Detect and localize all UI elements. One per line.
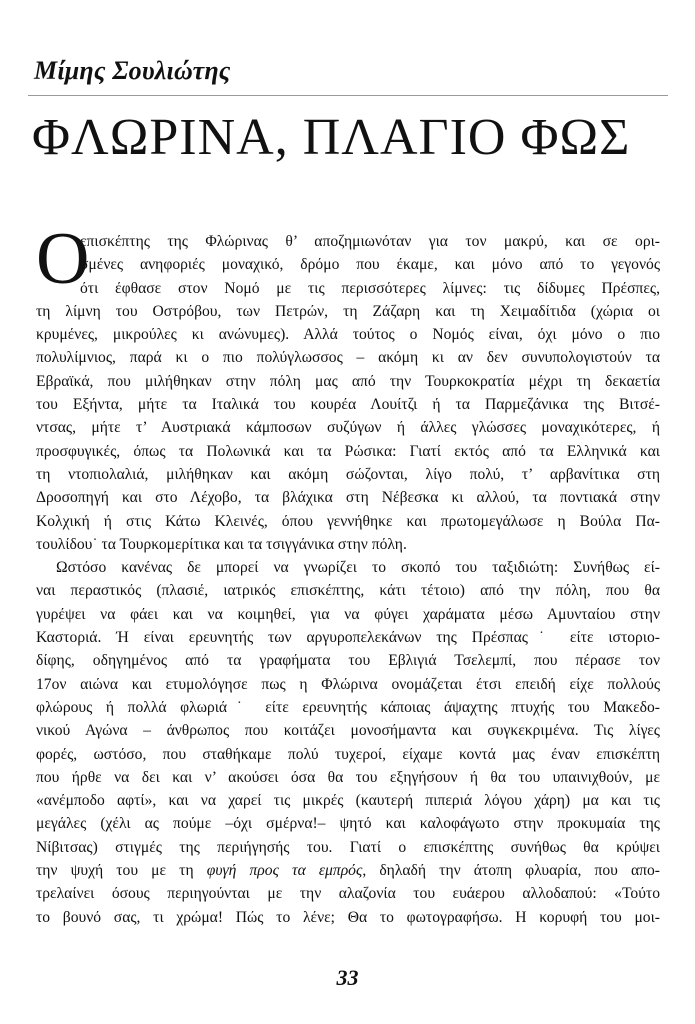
italic-phrase: φυγή προς τα εμπρός bbox=[206, 862, 363, 880]
text-line: επισκέπτης της Φλώρινας θ’ αποζημιωνόταν για τον μακρύ, και σε ορι- bbox=[80, 233, 660, 250]
text-line: 17ον αιώνα και ετυμολόγησε πως η Φλώρινα ονομάζεται έτσι επειδή είχε πολλούς bbox=[36, 675, 660, 693]
text-line: «ανέμποδο αφτί», και να χαρεί τις μικρές (καυτερή πιπεριά λόγου χάρη) μα και τις bbox=[36, 792, 660, 810]
text-line: σμένες ανηφοριές μοναχικό, δρόμο που έκαμε, και μόνο από το γεγονός bbox=[80, 256, 660, 274]
text-line: ντσας, μήτε τ’ Αυστριακά κάμποσων συζύγων ή άλλες γλώσσες μοναχικότερες, ή bbox=[36, 419, 660, 437]
text-line: Εβραϊκά, που μιλήθηκαν στην πόλη μας από την Τουρκοκρατία μέχρι τη δεκαετία bbox=[36, 372, 660, 390]
text-line: που ήρθε να δει και ν’ ακούσει όσα θα του εξηγήσουν ή θα του υπαινιχθούν, με bbox=[36, 768, 660, 786]
text-line: το βουνό σας, τι χρώμα! Πώς το λένε; Θα το φωτογραφήσω. Η κορυφή του μοι- bbox=[36, 908, 660, 926]
text-line: κρυμένες, μικρούλες κι ανώνυμες). Αλλά τούτος ο Νομός είναι, όχι μόνο ο πιο bbox=[36, 326, 660, 344]
drop-cap: Ο bbox=[36, 218, 90, 300]
article-body bbox=[36, 218, 660, 929]
text-line: τουλίδου˙ τα Τουρκομερίτικα και τα τσιγγάνικα στην πόλη. bbox=[36, 535, 407, 553]
text-line: τρελαίνει όσους περιηγούνται με την αλαζονία του ευάερου αλλοδαπού: «Τούτο bbox=[36, 885, 660, 903]
text-line: φορές, ωστόσο, που σταθήκαμε πολύ τυχεροί, είχαμε κοντά μας έναν επισκέπτη bbox=[36, 745, 660, 763]
text-line: του Εξήντα, μήτε τα Ιταλικά του κουρέα Λουίτζι ή τα Παρμεζάνικα της Βιτσέ- bbox=[36, 396, 660, 414]
text-line: ότι έφθασε στον Νομό με τις περισσότερες λίμνες: τις δίδυμες Πρέσπες, bbox=[80, 279, 660, 297]
text-line: προσφυγικές, όπως τα Πολωνικά και τα Ρώσικα: Γιατί εκτός από τα Ελληνικά και bbox=[36, 442, 660, 460]
text-line: δίφης, οδηγημένος από τα γραφήματα του Εβλιγιά Τσελεμπί, που πέρασε τον bbox=[36, 652, 660, 670]
text-line: ναι περαστικός (πλασιέ, ιατρικός επισκέπτης, κάτι τέτοιο) από την πόλη, που θα bbox=[36, 582, 660, 600]
text-fragment: , δηλαδή την άτοπη φλυαρία, που απο- bbox=[362, 862, 660, 880]
text-line: Δροσοπηγή και στο Λέχοβο, τα βλάχικα στη Νέβεσκα κι αλλού, τα ποντιακά στην bbox=[36, 489, 660, 507]
header-divider bbox=[28, 95, 668, 96]
text-line: γυρέψει να φάει και να κοιμηθεί, για να φύγει χαράματα μέσω Αμυνταίου στην bbox=[36, 605, 660, 623]
text-line: τη λίμνη του Οστρόβου, των Πετρών, τη Ζάζαρη και τη Χειμαδίτιδα (χώρια οι bbox=[36, 302, 660, 320]
author-name: Μίμης Σουλιώτης bbox=[34, 56, 231, 85]
text-line: νικού Αγώνα – άνθρωπος που κοιτάζει μονοσήμαντα και συγκεκριμένα. Τις λίγες bbox=[36, 722, 660, 740]
text-line: τη ντοπιολαλιά, μιλήθηκαν και ακόμη σώζονται, λίγο πολύ, τ’ αρβανίτικα στη bbox=[36, 465, 660, 483]
chapter-title: ΦΛΩΡΙΝΑ, ΠΛΑΓΙΟ ΦΩΣ bbox=[32, 109, 631, 166]
text-line: πολυλίμνιος, παρά κι ο πιο πολύγλωσσος – ακόμη κι αν δεν συνυπολογιστούν τα bbox=[36, 349, 660, 367]
text-line: Κολχική ή στις Κάτω Κλεινές, όπου γεννήθηκε και πρωτομεγάλωσε η Βούλα Πα- bbox=[36, 512, 660, 530]
text-line: μεγάλες (χέλι ας πούμε –όχι σμέρνα!– ψητό και καλοφάγωτο στην προκυμαία της bbox=[36, 815, 660, 833]
text-line: φλώρους ή πολλά φλωριά˙ είτε ερευνητής κάποιας άψαχτης πτυχής του Μακεδο- bbox=[36, 698, 660, 716]
text-line bbox=[36, 859, 660, 882]
text-line: Καστοριά. Ή είναι ερευνητής των αργυροπελεκάνων της Πρέσπας˙ είτε ιστοριο- bbox=[36, 629, 660, 647]
page-number: 33 bbox=[336, 965, 359, 990]
text-line: Ωστόσο κανένας δε μπορεί να γνωρίζει το σκοπό του ταξιδιώτη: Συνήθως εί- bbox=[56, 559, 660, 577]
text-line: Νίβιτσας) στιγμές της περιήγησής του. Γιατί ο επισκέπτης συνήθως θα κρύψει bbox=[36, 838, 660, 856]
text-fragment: την ψυχή του με τη bbox=[36, 862, 207, 880]
